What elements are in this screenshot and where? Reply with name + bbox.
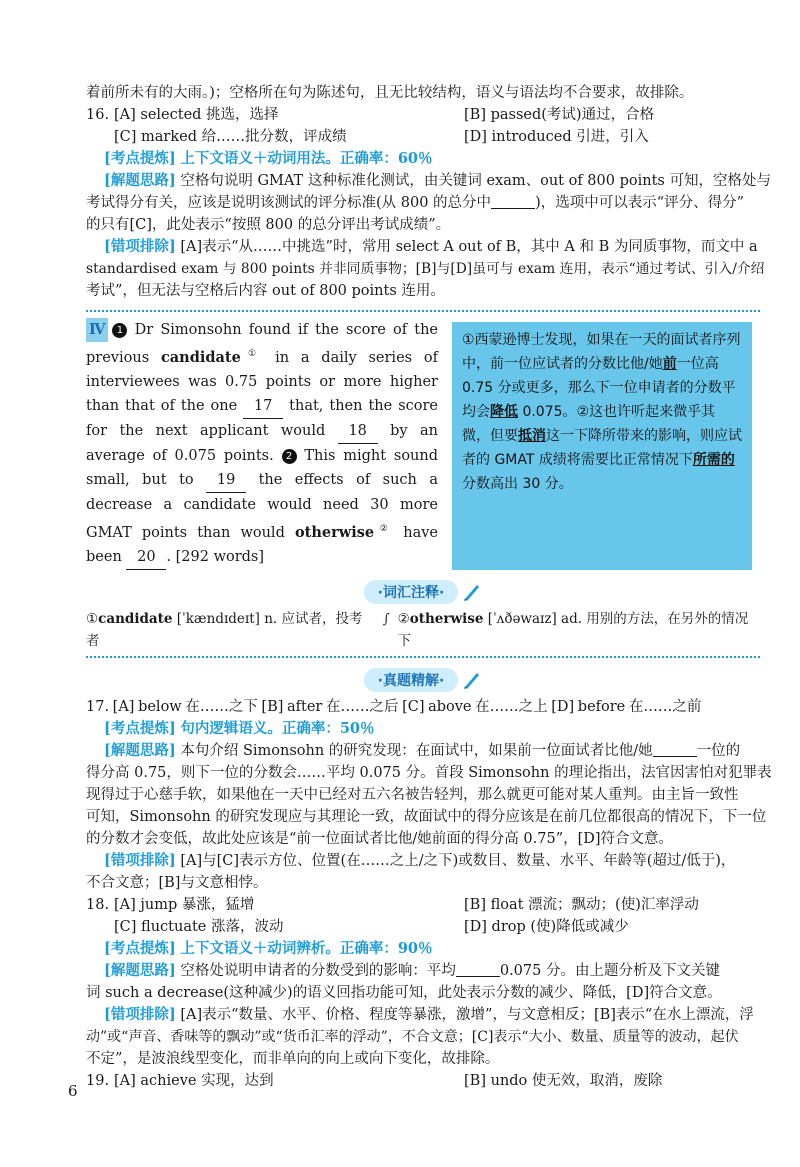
word-otherwise: otherwise [294,523,375,541]
q16-idea-tag: [解题思路] [104,172,176,189]
top-line: 着前所未有的大雨。)；空格所在句为陈述句，且无比较结构，语义与语法均不合要求，故排除。 [86,85,694,101]
blank-20[interactable]: 20 [126,545,166,570]
q16-number: 16. [86,107,110,123]
passage-translation: ①西蒙逊博士发现，如果在一天的面试者序列中，前一位应试者的分数比他/她前一位高 0.75 分或更多，那么下一位申请者的分数平均会降低 0.075。②这也许听起来微乎其微，但要抵消这一下降所带来的影响，则应试者的 GMAT 成绩将需要比正常情况下所需的分数高出 30 分。 [452,322,752,570]
q18-wrong-line3: 不定”，是波浪线型变化，而非单向的向上或向下变化，故排除。 [86,1050,500,1067]
q17-idea-line2: 得分高 0.75，则下一位的分数会……平均 0.075 分。首段 Simonsohn 的理论指出，法官因害怕对犯罪表 [86,764,772,781]
q16-options-row1 [86,104,760,126]
word-candidate: candidate [160,348,241,366]
vocab-list [86,608,760,658]
q16-blank [491,194,535,209]
sentence-2-marker: 2 [282,449,297,464]
q17-point: [考点提炼] 句内逻辑语义。正确率：50％ [104,719,375,737]
q16-option-a: [A] selected 挑选，选择 [114,107,279,123]
blank-17[interactable]: 17 [243,394,283,419]
q16-idea-line3: 的只有[C]，此处表示“按照 800 的总分评出考试成绩”。 [86,217,451,233]
q16-option-c: [C] marked 给……批分数，评成绩 [114,129,347,145]
q16-wrong-tag: [错项排除] [104,238,176,255]
q18-option-c: [C] fluctuate 涨落，波动 [114,918,284,935]
q17-options: 17. [A] below 在……之下 [B] after 在……之后 [C] above 在……之上 [D] before 在……之前 [86,698,702,715]
q17-blank [653,742,697,757]
vocab-item-2: ②otherwise [ˈʌðəwaɪz] ad. 用别的方法，在另外的情况下 [397,610,749,649]
q19-option-b: [B] undo 使无效，取消，废除 [464,1072,663,1089]
q18-option-a: [A] jump 暴涨，猛增 [114,896,255,913]
q18-options-row1: 18. [A] jump 暴涨，猛增 [B] float 漂流；飘动；(使)汇率浮动 [86,894,760,916]
q16-options-row2 [86,126,760,148]
q18-option-d: [D] drop (使)降低或减少 [464,918,629,935]
passage-english: Ⅳ 1 Dr Simonsohn found if the score of the previous candidate① in a daily series of interviewees was 0.75 points or more higher than that of the one 17 that, then the score for the next applicant would 18 by an average of 0.075 points. 2 This might sound small, but to 19 the effects of such a decrease a candidate would need 30 more GMAT points than would otherwise② have been 20 . [292 words] [86,318,438,570]
q17-idea-line5: 的分数才会变低，故此处应该是“前一位面试者比他/她前面的得分高 0.75”，[D]符合文意。 [86,830,674,847]
pen-icon [462,670,482,690]
q17-idea-line3: 现得过于心慈手软，如果他在一天中已经对五六名被告轻判，那么就更可能对某人重判。由主旨一致性 [86,786,739,803]
section-roman-numeral: Ⅳ [86,318,108,342]
q18-option-b: [B] float 漂流；飘动；(使)汇率浮动 [464,896,699,913]
q18-blank [456,962,500,977]
q18-options-row2 [86,916,760,938]
q18-wrong-line2: 动”或“声音、香味等的飘动”或“货币汇率的浮动”，不合文意；[C]表示“大小、数量、质量等的波动，起伏 [86,1028,739,1045]
q16-point [86,148,760,170]
q17-idea-line4: 可知，Simonsohn 的研究发现应与其理论一致，故面试中的得分应该是在前几位都很高的情况下，下一位 [86,808,767,825]
page-number: 6 [68,1082,78,1100]
q16-wrong-line1: [错项排除] [A]表示“从……中挑选”时，常用 select A out of B，其中 A 和 B 为同质事物，而文中 a [104,238,758,255]
blank-19[interactable]: 19 [206,468,246,493]
q18-wrong-line1: [错项排除] [A]表示“数量、水平、价格、程度等暴涨，激增”，与文意相反；[B]表示“在水上漂流，浮 [104,1005,754,1023]
q18-idea-line2: 词 such a decrease(这种减少)的语义回指功能可知，此处表示分数的减少、降低，[D]符合文意。 [86,984,722,1001]
analysis-banner [86,668,760,692]
analysis-title: ·真题精解· [364,668,459,692]
q16-option-d: [D] introduced 引进，引入 [464,129,649,145]
passage-section-4 [86,310,760,570]
q16-idea-line1: [解题思路] 空格句说明 GMAT 这种标准化测试，由关键词 exam、out of 800 points 可知，空格处与 [104,172,771,189]
q16-wrong-line2: standardised exam 与 800 points 并非同质事物；[B]与[D]虽可与 exam 连用，表示“通过考试、引入/介绍 [86,261,765,277]
q17-wrong-line2: 不合文意；[B]与文意相悖。 [86,874,268,891]
q16-point-tag: [考点提炼] [104,150,176,167]
q16-option-b: [B] passed(考试)通过，合格 [464,107,655,123]
q19-option-a: [A] achieve 实现，达到 [114,1072,274,1089]
q18-point: [考点提炼] 上下文语义＋动词辨析。正确率：90％ [104,939,433,957]
q16-idea-line2: 考试得分有关，应该是说明该测试的评分标准(从 800 的总分中 )，选项中可以表示“评分、得分” [86,195,745,211]
q16-point-text: 上下文语义＋动词用法。正确率：60％ [180,150,433,167]
vocab-banner [86,580,760,604]
q19-options-row1: 19. [A] achieve 实现，达到 [B] undo 使无效，取消，废除 [86,1070,760,1092]
vocab-item-1: ①candidate [ˈkændɪdeɪt] n. 应试者，投考者 [86,610,363,649]
q16-wrong-line3: 考试”，但无法与空格后内容 out of 800 points 连用。 [86,283,445,299]
vocab-title: ·词汇注释· [364,580,459,604]
q18-idea-line1: [解题思路] 空格处说明申请者的分数受到的影响：平均 0.075 分。由上题分析及下文关键 [104,961,720,979]
q17-idea-line1: [解题思路] 本句介绍 Simonsohn 的研究发现：在面试中，如果前一位面试者比他/她 一位的 [104,741,741,759]
blank-18[interactable]: 18 [338,419,378,444]
sentence-1-marker: 1 [112,323,127,338]
q17-wrong-line1: [错项排除] [A]与[C]表示方位、位置(在……之上/之下)或数目、数量、水平、年龄等(超过/低于)， [104,851,736,869]
separator-icon: ∫ [382,610,390,627]
pen-icon [462,582,482,602]
